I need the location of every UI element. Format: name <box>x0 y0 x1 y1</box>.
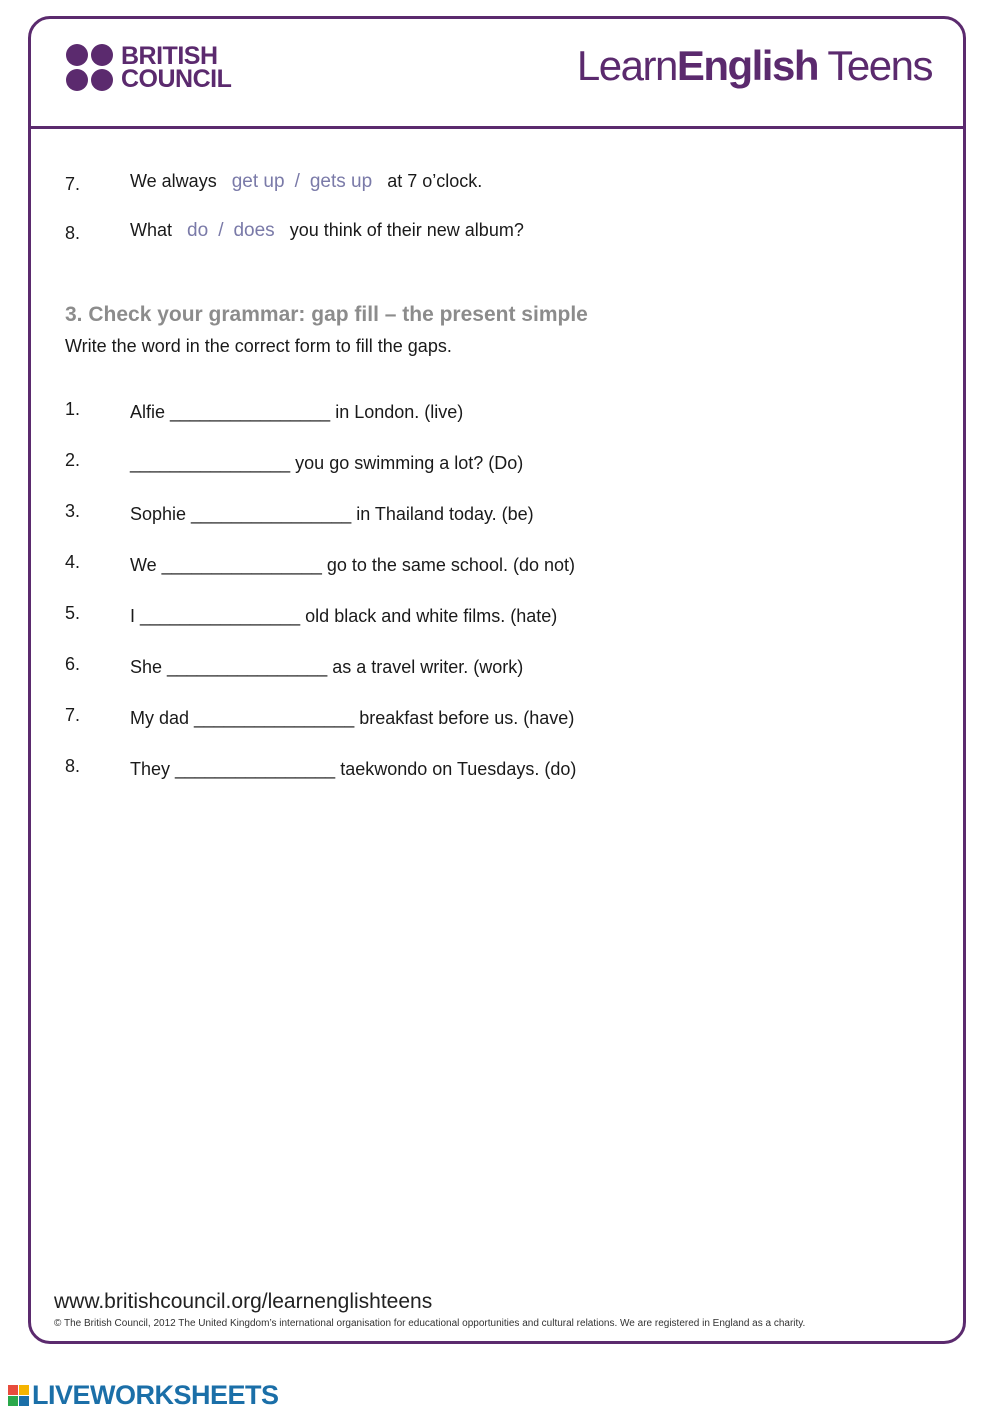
logo-dots-icon <box>66 44 113 91</box>
item-number: 7. <box>65 705 81 725</box>
liveworksheets-logo-icon <box>8 1385 29 1406</box>
section-title: 3. Check your grammar: gap fill – the present simple <box>65 303 588 326</box>
item-number: 8. <box>65 756 81 776</box>
british-council-logo <box>66 41 232 93</box>
item-number: 7. <box>65 174 81 194</box>
item-post: at 7 o’clock. <box>387 171 483 191</box>
item-number: 8. <box>65 223 81 243</box>
item-text: Sophie ________________ in Thailand today. (be) <box>130 504 534 524</box>
choice-option[interactable]: gets up <box>309 171 373 192</box>
section-instructions: Write the word in the correct form to fill the gaps. <box>65 336 452 356</box>
item-pre: We always <box>130 171 217 191</box>
page-frame <box>28 16 966 1344</box>
brand-bold: English <box>676 42 818 89</box>
item-text: I ________________ old black and white films. (hate) <box>130 606 558 626</box>
item-text <box>130 220 524 242</box>
item-number: 2. <box>65 450 81 470</box>
item-post: you think of their new album? <box>289 220 524 240</box>
item-text: She ________________ as a travel writer. (work) <box>130 657 524 677</box>
item-text <box>130 171 482 193</box>
choice-option[interactable]: do <box>187 220 209 241</box>
item-number: 4. <box>65 552 81 572</box>
item-text: They ________________ taekwondo on Tuesdays. (do) <box>130 759 577 779</box>
item-text: ________________ you go swimming a lot? (Do) <box>130 453 524 473</box>
footer-copyright: © The British Council, 2012 The United Kingdom’s international organisation for educational opportunities and cultural relations. We are registered in England as a charity. <box>54 1318 806 1329</box>
item-number: 3. <box>65 501 81 521</box>
item-pre: What <box>130 220 173 240</box>
header-divider <box>28 126 966 129</box>
logo-line-2: COUNCIL <box>121 64 232 93</box>
brand-prefix: Learn <box>576 42 677 89</box>
choice-separator: / <box>218 220 224 241</box>
footer-url-link[interactable]: www.britishcouncil.org/learnenglishteens <box>54 1290 433 1313</box>
item-text: Alfie ________________ in London. (live) <box>130 402 464 422</box>
brand-suffix: Teens <box>818 42 932 89</box>
choice-separator: / <box>294 171 300 192</box>
learnenglish-teens-logo <box>577 42 932 90</box>
choice-option[interactable]: does <box>233 220 275 241</box>
choice-option[interactable]: get up <box>231 171 285 192</box>
item-text: My dad ________________ breakfast before us. (have) <box>130 708 575 728</box>
logo-line-1: BRITISH <box>121 41 218 70</box>
item-number: 1. <box>65 399 81 419</box>
item-number: 5. <box>65 603 81 623</box>
item-number: 6. <box>65 654 81 674</box>
liveworksheets-watermark <box>8 1380 279 1411</box>
watermark-text: LIVEWORKSHEETS <box>32 1380 279 1410</box>
item-text: We ________________ go to the same school. (do not) <box>130 555 575 575</box>
